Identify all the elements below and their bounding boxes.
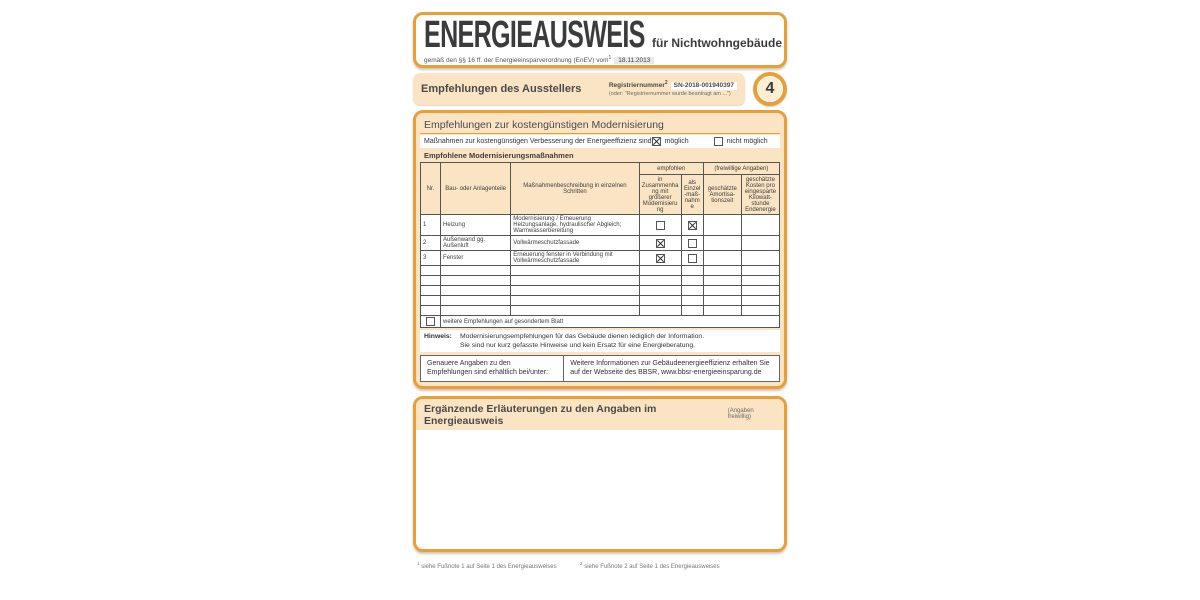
hinweis-block bbox=[420, 330, 780, 352]
energy-certificate-page bbox=[413, 12, 787, 570]
more-recommendations-row bbox=[421, 316, 780, 328]
empty-cell[interactable] bbox=[681, 266, 703, 276]
empty-cell[interactable] bbox=[639, 306, 681, 316]
registration-alt-text: (oder: "Registriernummer wurde beantragt am ...") bbox=[608, 91, 731, 98]
page-number: 4 bbox=[765, 80, 775, 97]
registration-footnote-marker: 2 bbox=[664, 79, 668, 86]
empty-cell[interactable] bbox=[681, 306, 703, 316]
empty-cell[interactable] bbox=[703, 306, 741, 316]
row-1-single-checkbox[interactable] bbox=[688, 221, 697, 230]
section-band bbox=[413, 73, 745, 105]
empty-cell[interactable] bbox=[741, 266, 779, 276]
empty-cell[interactable] bbox=[441, 276, 511, 286]
footnote-2-marker: 2 bbox=[580, 560, 583, 566]
row-3-single-checkbox[interactable] bbox=[688, 254, 697, 263]
footnote-2 bbox=[580, 561, 743, 570]
measures-subheading: Empfohlene Modernisierungsmaßnahmen bbox=[424, 151, 574, 160]
measure-amortisation[interactable] bbox=[703, 236, 741, 251]
info-box bbox=[420, 355, 780, 381]
empty-cell[interactable] bbox=[681, 286, 703, 296]
footnotes bbox=[413, 561, 787, 570]
empty-cell[interactable] bbox=[703, 296, 741, 306]
footnote-1 bbox=[417, 561, 580, 570]
col-header-single: als Einzel-maß-nahme bbox=[681, 175, 703, 215]
empty-cell[interactable] bbox=[703, 286, 741, 296]
hinweis-text bbox=[460, 332, 704, 350]
erlaeuterungen-box bbox=[413, 396, 787, 552]
modernisierung-heading: Empfehlungen zur kostengünstigen Modernisierung bbox=[420, 117, 780, 134]
empty-cell[interactable] bbox=[639, 286, 681, 296]
info-box-left: Genauere Angaben zu den Empfehlungen sind erhältlich bei/unter: bbox=[421, 356, 564, 380]
measure-nr: 2 bbox=[421, 236, 441, 251]
measure-part: Fenster bbox=[441, 251, 511, 266]
empty-cell[interactable] bbox=[511, 296, 639, 306]
empty-cell[interactable] bbox=[741, 286, 779, 296]
col-header-cost: geschätzte Kosten pro eingesparte Kilowatt-stunde Endenergie bbox=[741, 175, 779, 215]
col-header-nr: Nr. bbox=[421, 163, 441, 215]
col-group-empfohlen: empfohlen bbox=[639, 163, 703, 175]
empty-cell[interactable] bbox=[421, 306, 441, 316]
more-recommendations-label: weitere Empfehlungen auf gesondertem Blatt bbox=[441, 316, 780, 328]
empty-cell[interactable] bbox=[639, 276, 681, 286]
empty-cell[interactable] bbox=[421, 276, 441, 286]
measure-nr: 3 bbox=[421, 251, 441, 266]
row-2-context-checkbox-cell bbox=[639, 236, 681, 251]
empty-cell[interactable] bbox=[639, 266, 681, 276]
document-title: ENERGIEAUSWEIS bbox=[424, 14, 645, 56]
empty-cell[interactable] bbox=[741, 296, 779, 306]
row-1-context-checkbox[interactable] bbox=[656, 221, 665, 230]
modernisierung-box bbox=[413, 110, 787, 389]
row-3-context-checkbox[interactable] bbox=[656, 254, 665, 263]
empty-measure-row bbox=[421, 306, 780, 316]
measure-row-1 bbox=[421, 215, 780, 236]
more-recommendations-checkbox-cell bbox=[421, 316, 441, 328]
label-nicht-moeglich: nicht möglich bbox=[726, 138, 768, 145]
empty-cell[interactable] bbox=[703, 266, 741, 276]
registration-block bbox=[609, 80, 737, 98]
empty-cell[interactable] bbox=[421, 296, 441, 306]
measures-table bbox=[420, 162, 780, 328]
registration-number: SN-2018-001940397 bbox=[671, 82, 737, 90]
measure-amortisation[interactable] bbox=[703, 251, 741, 266]
empty-cell[interactable] bbox=[681, 276, 703, 286]
col-header-context: in Zusammenhang mit größerer Modernisierung bbox=[639, 175, 681, 215]
empty-cell[interactable] bbox=[511, 276, 639, 286]
col-header-desc: Maßnahmenbeschreibung in einzelnen Schritten bbox=[511, 163, 639, 215]
empty-cell[interactable] bbox=[441, 266, 511, 276]
row-1-context-checkbox-cell bbox=[639, 215, 681, 236]
hinweis-label: Hinweis: bbox=[424, 333, 452, 340]
empty-cell[interactable] bbox=[681, 296, 703, 306]
measure-description: Modernisierung / Erneuerung Heizungsanlage, hydraulischer Abgleich; Warmwasserbereitung bbox=[511, 215, 639, 236]
checkbox-moeglich[interactable] bbox=[652, 137, 661, 146]
measure-part: Außenwand gg. Außenluft bbox=[441, 236, 511, 251]
measure-cost[interactable] bbox=[741, 236, 779, 251]
measure-row-2 bbox=[421, 236, 780, 251]
erlaeuterungen-header bbox=[416, 399, 784, 430]
section-title: Empfehlungen des Ausstellers bbox=[421, 83, 582, 95]
measure-part: Heizung bbox=[441, 215, 511, 236]
empty-cell[interactable] bbox=[511, 306, 639, 316]
empty-measure-row bbox=[421, 296, 780, 306]
col-header-amortisation: geschätzte Amortisa-tionszeit bbox=[703, 175, 741, 215]
efficiency-statement-row bbox=[420, 135, 780, 148]
label-moeglich: möglich bbox=[664, 138, 689, 145]
empty-cell[interactable] bbox=[441, 286, 511, 296]
measure-row-3 bbox=[421, 251, 780, 266]
title-line bbox=[424, 14, 782, 56]
col-group-freiwillig: (freiwillige Angaben) bbox=[703, 163, 779, 175]
measure-cost[interactable] bbox=[741, 215, 779, 236]
measure-cost[interactable] bbox=[741, 251, 779, 266]
section-band-row bbox=[413, 72, 787, 106]
enev-date: 18.11.2013 bbox=[614, 57, 654, 64]
empty-cell[interactable] bbox=[639, 296, 681, 306]
measure-description: Erneuerung fenster in Verbindung mit Vollwärmeschutzfassade bbox=[511, 251, 639, 266]
subtitle-text: gemäß den §§ 16 ff. der Energieeinsparverordnung (EnEV) vom bbox=[424, 57, 609, 65]
empty-cell[interactable] bbox=[511, 286, 639, 296]
empty-cell[interactable] bbox=[421, 286, 441, 296]
row-3-single-checkbox-cell bbox=[681, 251, 703, 266]
empty-cell[interactable] bbox=[421, 266, 441, 276]
subtitle-footnote-marker: 1 bbox=[608, 55, 612, 61]
empty-cell[interactable] bbox=[441, 306, 511, 316]
erlaeuterungen-input-area[interactable] bbox=[416, 430, 784, 552]
erlaeuterungen-title: Ergänzende Erläuterungen zu den Angaben im Energieausweis bbox=[424, 402, 657, 427]
measure-description: Vollwärmeschutzfassade bbox=[511, 236, 639, 251]
page-number-badge bbox=[753, 72, 787, 106]
measure-amortisation[interactable] bbox=[703, 215, 741, 236]
footnote-2-text: siehe Fußnote 2 auf Seite 1 des Energieausweises bbox=[584, 563, 720, 570]
row-1-single-checkbox-cell bbox=[681, 215, 703, 236]
document-title-suffix: für Nichtwohngebäude bbox=[652, 36, 782, 50]
empty-measure-row bbox=[421, 276, 780, 286]
empty-cell[interactable] bbox=[741, 276, 779, 286]
empty-cell[interactable] bbox=[703, 276, 741, 286]
registration-label: Registriernummer bbox=[608, 82, 665, 90]
footnote-1-marker: 1 bbox=[417, 560, 420, 566]
row-2-context-checkbox[interactable] bbox=[656, 239, 665, 248]
empty-cell[interactable] bbox=[441, 296, 511, 306]
info-box-right: Weitere Informationen zur Gebäudeenergieeffizienz erhalten Sie auf der Webseite des BBSR, www.bbsr-energieeinsparung.de bbox=[570, 360, 770, 377]
empty-measure-row bbox=[421, 266, 780, 276]
row-3-context-checkbox-cell bbox=[639, 251, 681, 266]
efficiency-statement: Maßnahmen zur kostengünstigen Verbesserung der Energieeffizienz sind bbox=[424, 138, 652, 145]
checkbox-nicht-moeglich[interactable] bbox=[714, 137, 723, 146]
footnote-1-text: siehe Fußnote 1 auf Seite 1 des Energieausweises bbox=[421, 563, 557, 570]
hinweis-line-2: Sie sind nur kurz gefasste Hinweise und kein Ersatz für eine Energieberatung. bbox=[460, 342, 696, 350]
erlaeuterungen-note: (Angaben freiwillig) bbox=[727, 407, 754, 420]
empty-cell[interactable] bbox=[741, 306, 779, 316]
row-2-single-checkbox-cell bbox=[681, 236, 703, 251]
document-subtitle bbox=[424, 55, 776, 64]
more-recommendations-checkbox[interactable] bbox=[426, 317, 435, 326]
empty-cell[interactable] bbox=[511, 266, 639, 276]
title-box bbox=[413, 12, 787, 68]
empty-measure-row bbox=[421, 286, 780, 296]
col-header-part: Bau- oder Anlagenteile bbox=[441, 163, 511, 215]
hinweis-line-1: Modernisierungsempfehlungen für das Gebäude dienen lediglich der Information. bbox=[460, 333, 705, 340]
measure-nr: 1 bbox=[421, 215, 441, 236]
row-2-single-checkbox[interactable] bbox=[688, 239, 697, 248]
